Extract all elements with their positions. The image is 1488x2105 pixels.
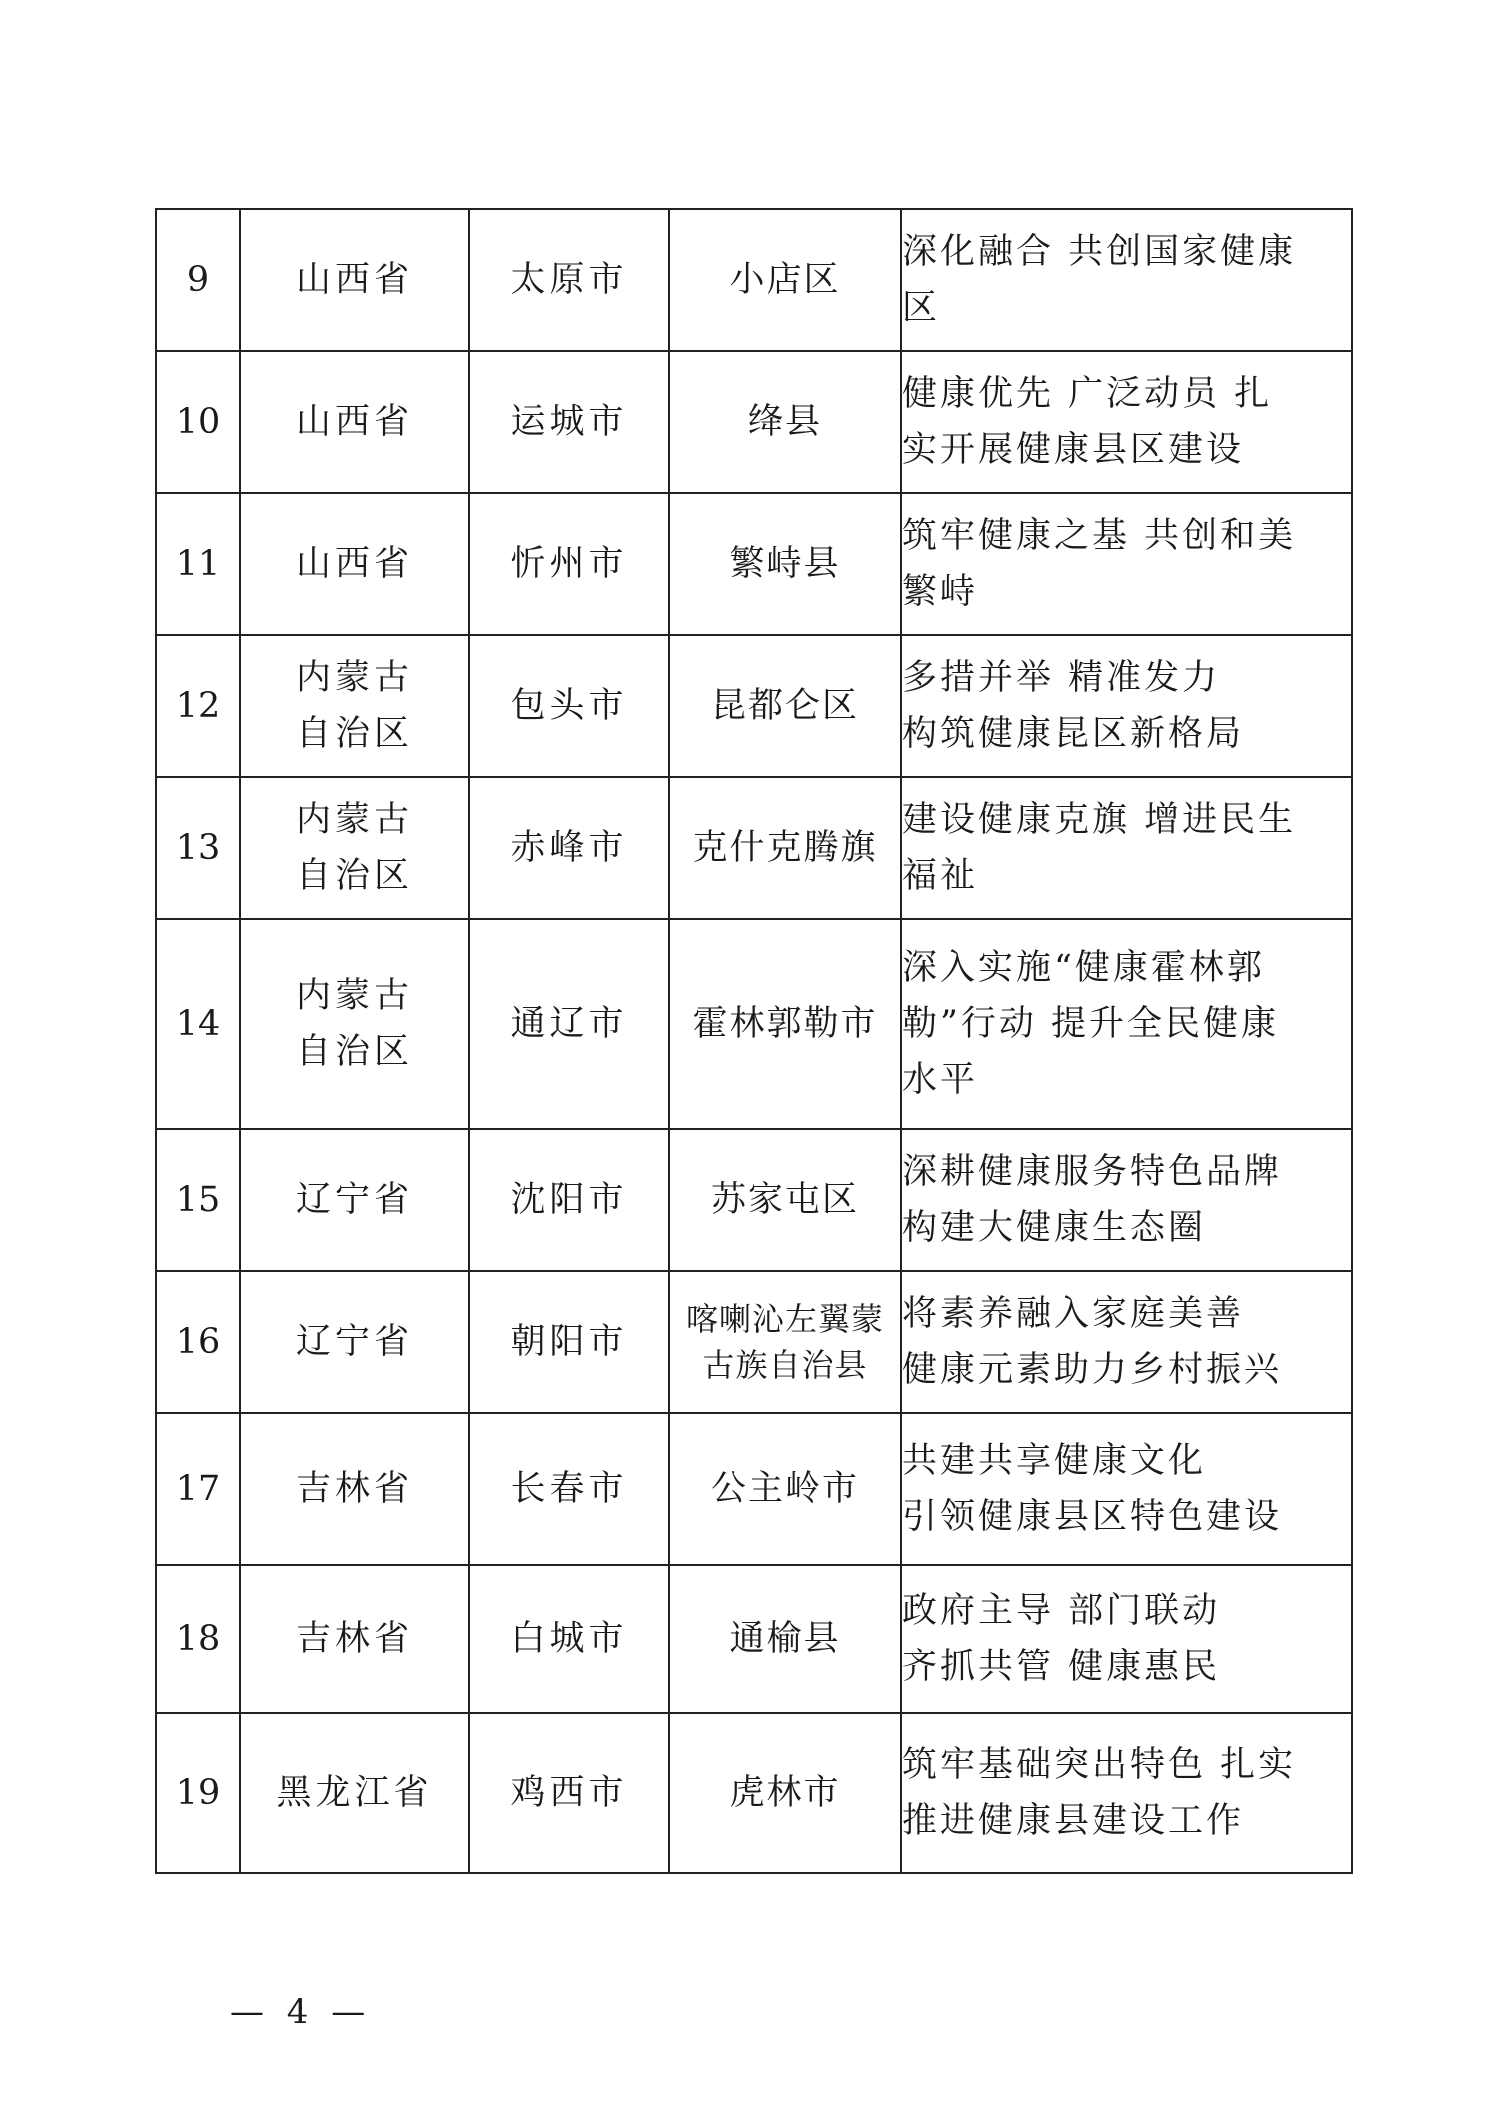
county-cell-line: 繁峙县 <box>729 544 841 584</box>
county-cell-line: 虎林市 <box>729 1773 841 1813</box>
county-cell-line: 古族自治县 <box>702 1346 868 1384</box>
province-cell <box>240 209 469 351</box>
county-cell <box>669 1565 901 1713</box>
theme-cell-line: 健康优先 广泛动员 扎 <box>902 374 1273 414</box>
table-row <box>156 1129 1352 1271</box>
county-list-table <box>155 208 1353 1874</box>
theme-cell <box>901 1713 1352 1873</box>
theme-cell-line: 齐抓共管 健康惠民 <box>902 1647 1221 1687</box>
theme-cell-line: 构筑健康昆区新格局 <box>902 714 1245 754</box>
city-cell: 白城市 <box>469 1565 669 1713</box>
county-cell <box>669 1713 901 1873</box>
county-cell-line: 通榆县 <box>729 1619 841 1659</box>
county-cell <box>669 1129 901 1271</box>
theme-cell <box>901 1129 1352 1271</box>
province-cell-line: 辽宁省 <box>295 1180 413 1220</box>
province-cell-line: 辽宁省 <box>295 1322 413 1362</box>
row-number-cell: 15 <box>156 1129 240 1271</box>
theme-cell-line: 政府主导 部门联动 <box>902 1591 1221 1631</box>
table-row <box>156 1565 1352 1713</box>
county-cell <box>669 1413 901 1565</box>
theme-cell-line: 水平 <box>902 1060 979 1100</box>
city-cell: 鸡西市 <box>469 1713 669 1873</box>
table-row <box>156 919 1352 1129</box>
province-cell-line: 山西省 <box>295 402 413 442</box>
row-number-cell: 19 <box>156 1713 240 1873</box>
table-row <box>156 351 1352 493</box>
theme-cell <box>901 351 1352 493</box>
theme-cell-line: 深化融合 共创国家健康 <box>902 232 1297 272</box>
theme-cell-line: 建设健康克旗 增进民生 <box>902 800 1297 840</box>
row-number-cell: 11 <box>156 493 240 635</box>
theme-cell-line: 深耕健康服务特色品牌 <box>902 1152 1283 1192</box>
theme-cell-line: 引领健康县区特色建设 <box>902 1497 1283 1537</box>
theme-cell <box>901 493 1352 635</box>
city-cell: 通辽市 <box>469 919 669 1129</box>
county-cell <box>669 777 901 919</box>
theme-cell-line: 筑牢健康之基 共创和美 <box>902 516 1297 556</box>
province-cell-line: 山西省 <box>295 260 413 300</box>
theme-cell-line: 勒”行动 提升全民健康 <box>902 1004 1280 1044</box>
county-cell <box>669 209 901 351</box>
city-cell: 沈阳市 <box>469 1129 669 1271</box>
province-cell <box>240 493 469 635</box>
theme-cell <box>901 1565 1352 1713</box>
theme-cell <box>901 209 1352 351</box>
province-cell-line: 自治区 <box>295 1032 413 1072</box>
county-cell <box>669 919 901 1129</box>
county-cell <box>669 635 901 777</box>
row-number-cell: 16 <box>156 1271 240 1413</box>
theme-cell-line: 深入实施“健康霍林郭 <box>902 948 1265 988</box>
county-cell-line: 喀喇沁左翼蒙 <box>685 1299 884 1338</box>
city-cell: 忻州市 <box>469 493 669 635</box>
county-cell-line: 苏家屯区 <box>710 1180 859 1220</box>
province-cell <box>240 1271 469 1413</box>
province-cell <box>240 777 469 919</box>
theme-cell <box>901 919 1352 1129</box>
province-cell <box>240 1565 469 1713</box>
province-cell-line: 吉林省 <box>295 1469 413 1509</box>
table-body <box>156 209 1352 1873</box>
theme-cell <box>901 1413 1352 1565</box>
city-cell: 朝阳市 <box>469 1271 669 1413</box>
province-cell-line: 自治区 <box>295 856 413 896</box>
city-cell: 赤峰市 <box>469 777 669 919</box>
province-cell-line: 内蒙古 <box>295 658 413 698</box>
table-row <box>156 209 1352 351</box>
row-number-cell: 13 <box>156 777 240 919</box>
province-cell <box>240 1129 469 1271</box>
province-cell-line: 吉林省 <box>295 1619 413 1659</box>
city-cell: 运城市 <box>469 351 669 493</box>
theme-cell <box>901 635 1352 777</box>
city-cell: 长春市 <box>469 1413 669 1565</box>
theme-cell-line: 构建大健康生态圈 <box>902 1208 1207 1248</box>
province-cell-line: 内蒙古 <box>295 800 413 840</box>
province-cell <box>240 635 469 777</box>
row-number-cell: 17 <box>156 1413 240 1565</box>
city-cell: 包头市 <box>469 635 669 777</box>
theme-cell <box>901 1271 1352 1413</box>
theme-cell-line: 共建共享健康文化 <box>902 1441 1207 1481</box>
county-cell-line: 公主岭市 <box>710 1469 859 1509</box>
county-cell <box>669 351 901 493</box>
row-number-cell: 12 <box>156 635 240 777</box>
theme-cell-line: 筑牢基础突出特色 扎实 <box>902 1745 1297 1785</box>
row-number-cell: 10 <box>156 351 240 493</box>
table-row <box>156 493 1352 635</box>
province-cell-line: 内蒙古 <box>295 976 413 1016</box>
province-cell <box>240 919 469 1129</box>
province-cell <box>240 1713 469 1873</box>
theme-cell-line: 将素养融入家庭美善 <box>902 1294 1245 1334</box>
county-cell <box>669 493 901 635</box>
row-number-cell: 18 <box>156 1565 240 1713</box>
county-cell-line: 克什克腾旗 <box>692 828 878 868</box>
theme-cell-line: 区 <box>902 288 941 328</box>
table-row <box>156 1713 1352 1873</box>
county-cell-line: 昆都仑区 <box>710 686 859 726</box>
theme-cell-line: 福祉 <box>902 856 979 896</box>
table-row <box>156 635 1352 777</box>
province-cell-line: 山西省 <box>295 544 413 584</box>
county-cell-line: 绛县 <box>747 402 822 442</box>
province-cell-line: 黑龙江省 <box>276 1773 433 1813</box>
province-cell-line: 自治区 <box>295 714 413 754</box>
row-number-cell: 14 <box>156 919 240 1129</box>
theme-cell-line: 多措并举 精准发力 <box>902 658 1221 698</box>
row-number-cell: 9 <box>156 209 240 351</box>
table-row <box>156 1413 1352 1565</box>
table-row <box>156 777 1352 919</box>
theme-cell <box>901 777 1352 919</box>
theme-cell-line: 推进健康县建设工作 <box>902 1801 1245 1841</box>
province-cell <box>240 1413 469 1565</box>
table-row <box>156 1271 1352 1413</box>
county-cell-line: 霍林郭勒市 <box>692 1004 878 1044</box>
theme-cell-line: 健康元素助力乡村振兴 <box>902 1350 1283 1390</box>
county-cell <box>669 1271 901 1413</box>
province-cell <box>240 351 469 493</box>
city-cell: 太原市 <box>469 209 669 351</box>
theme-cell-line: 实开展健康县区建设 <box>902 430 1245 470</box>
page-number: — 4 — <box>230 1992 372 2032</box>
theme-cell-line: 繁峙 <box>902 572 979 612</box>
county-cell-line: 小店区 <box>729 260 841 300</box>
